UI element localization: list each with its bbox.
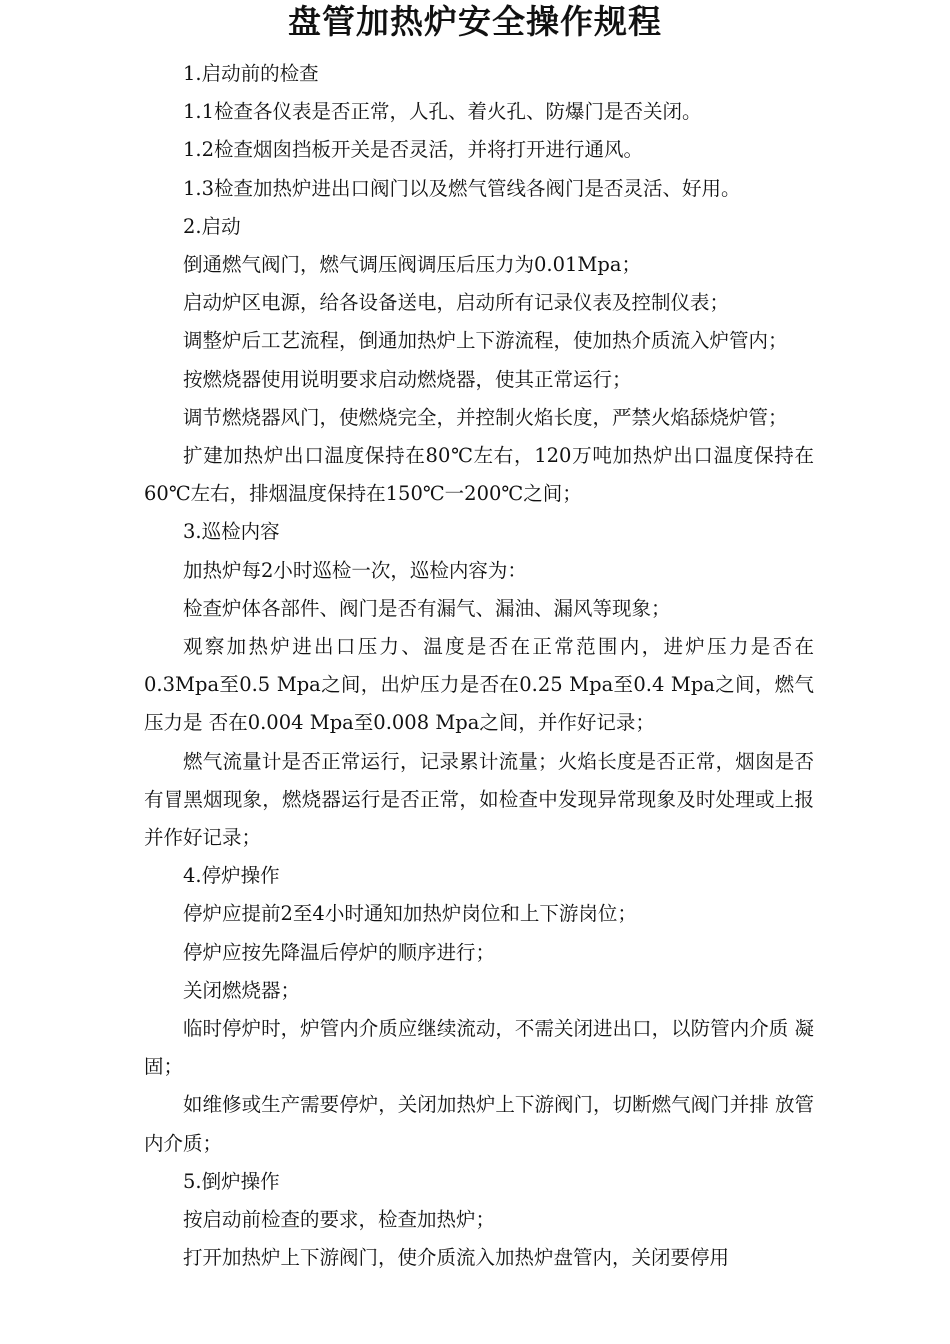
paragraph: 打开加热炉上下游阀门，使介质流入加热炉盘管内，关闭要停用 (183, 1246, 730, 1270)
paragraph: 观察加热炉进出口压力、温度是否在正常范围内，进炉压力是否在 0.3Mpa至0.5 Mpa之间，出炉压力是否在0.25 Mpa至0.4 Mpa之间，燃气压力是 否在0.004 Mpa至0.008 Mpa之间，并作好记录； (144, 635, 814, 735)
paragraph: 停炉应提前2至4小时通知加热炉岗位和上下游岗位； (183, 902, 637, 926)
paragraph: 加热炉每2小时巡检一次，巡检内容为： (183, 558, 527, 582)
paragraph: 1.3检查加热炉进出口阀门以及燃气管线各阀门是否灵活、好用。 (183, 176, 741, 200)
paragraph: 检查炉体各部件、阀门是否有漏气、漏油、漏风等现象； (183, 596, 671, 620)
paragraph: 倒通燃气阀门，燃气调压阀调压后压力为0.01Mpa； (183, 253, 641, 277)
paragraph: 停炉应按先降温后停炉的顺序进行； (183, 940, 496, 964)
paragraph: 临时停炉时，炉管内介质应继续流动，不需关闭进出口，以防管内介质 凝固； (144, 1017, 814, 1079)
section-heading-1: 1.启动前的检查 (183, 62, 319, 85)
paragraph: 1.2检查烟囱挡板开关是否灵活，并将打开进行通风。 (183, 138, 644, 162)
section-heading-3: 3.巡检内容 (183, 520, 280, 544)
paragraph: 燃气流量计是否正常运行，记录累计流量；火焰长度是否正常，烟囱是否有冒黑烟现象，燃烧器运行是否正常，如检查中发现异常现象及时处理或上报 并作好记录； (144, 749, 814, 850)
paragraph: 按启动前检查的要求，检查加热炉； (183, 1208, 496, 1232)
document-body (144, 55, 814, 1278)
section-heading-4: 4.停炉操作 (183, 864, 280, 888)
paragraph: 关闭燃烧器； (183, 978, 301, 1002)
paragraph: 扩建加热炉出口温度保持在80℃左右，120万吨加热炉出口温度保持在 60℃左右，排烟温度保持在150℃一200℃之间； (144, 444, 814, 506)
section-heading-2: 2.启动 (183, 214, 241, 238)
paragraph: 如维修或生产需要停炉，关闭加热炉上下游阀门，切断燃气阀门并排 放管内介质； (144, 1093, 814, 1155)
document-title: 盘管加热炉安全操作规程 (288, 2, 662, 41)
paragraph: 调整炉后工艺流程，倒通加热炉上下游流程，使加热介质流入炉管内； (183, 329, 788, 353)
paragraph: 1.1检查各仪表是否正常，人孔、着火孔、防爆门是否关闭。 (183, 100, 702, 124)
paragraph: 按燃烧器使用说明要求启动燃烧器，使其正常运行； (183, 367, 632, 391)
section-heading-5: 5.倒炉操作 (183, 1169, 280, 1193)
paragraph: 启动炉区电源，给各设备送电，启动所有记录仪表及控制仪表； (183, 291, 730, 315)
paragraph: 调节燃烧器风门，使燃烧完全，并控制火焰长度，严禁火焰舔烧炉管； (183, 405, 788, 429)
